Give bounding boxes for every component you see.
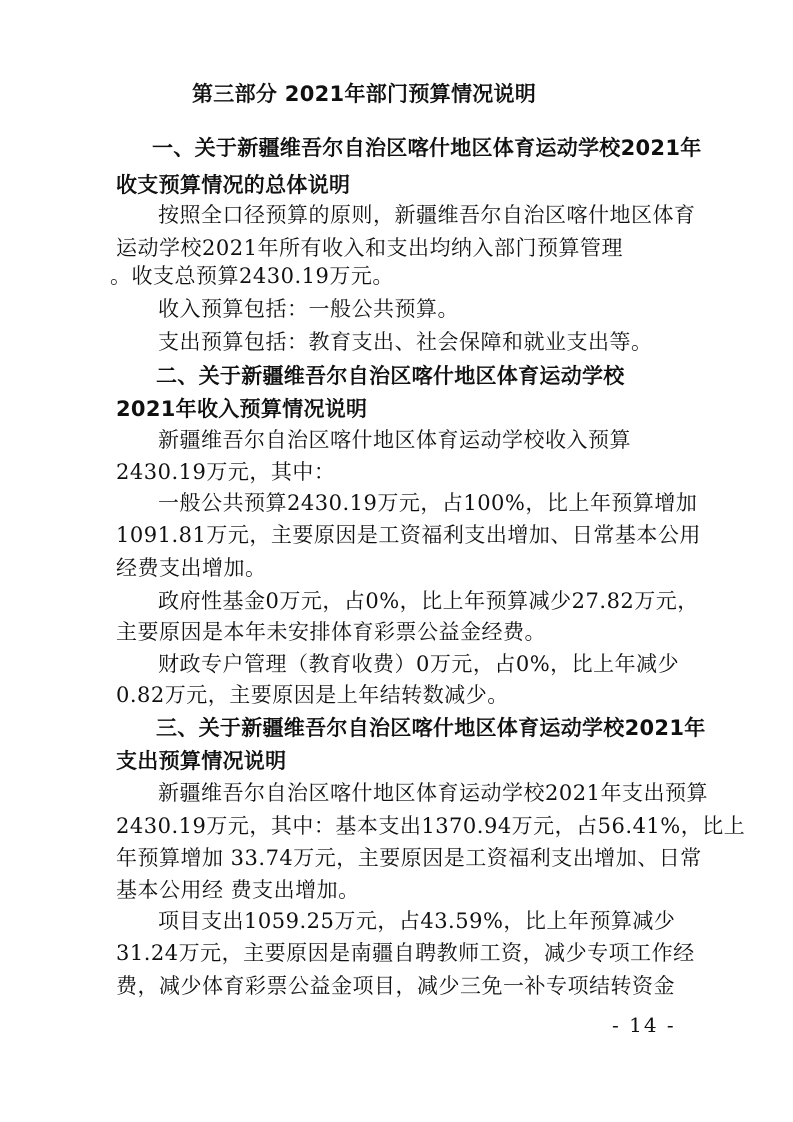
section-heading-3-cont: 支出预算情况说明 <box>116 749 287 773</box>
paragraph-line: 主要原因是本年未安排体育彩票公益金经费。 <box>116 620 546 644</box>
paragraph-line: 项目支出1059.25万元，占43.59%，比上年预算减少 <box>158 909 676 933</box>
paragraph-line: 。收支总预算2430.19万元。 <box>110 264 394 288</box>
section-heading-2: 二、关于新疆维吾尔自治区喀什地区体育运动学校 <box>156 364 625 388</box>
paragraph-line: 2430.19万元，其中：基本支出1370.94万元，占56.41%，比上 <box>116 814 746 838</box>
paragraph-line: 基本公用经 费支出增加。 <box>116 878 360 902</box>
paragraph-line: 财政专户管理（教育收费）0万元，占0%，比上年减少 <box>158 652 680 676</box>
page-number: - 14 - <box>612 1013 676 1037</box>
paragraph-line: 年预算增加 33.74万元，主要原因是工资福利支出增加、日常 <box>116 846 702 870</box>
section-heading-1: 一、关于新疆维吾尔自治区喀什地区体育运动学校2021年 <box>152 136 702 160</box>
paragraph-line: 经费支出增加。 <box>116 556 267 580</box>
paragraph-line: 支出预算包括：教育支出、社会保障和就业支出等。 <box>158 330 653 354</box>
paragraph-line: 0.82万元，主要原因是上年结转数减少。 <box>116 683 509 707</box>
paragraph-line: 费，减少体育彩票公益金项目，减少三免一补专项结转资金 <box>116 974 675 998</box>
paragraph-line: 政府性基金0万元，占0%，比上年预算减少27.82万元， <box>158 589 699 613</box>
section-heading-3: 三、关于新疆维吾尔自治区喀什地区体育运动学校2021年 <box>156 716 706 740</box>
paragraph-line: 新疆维吾尔自治区喀什地区体育运动学校收入预算 <box>158 428 631 452</box>
paragraph-line: 新疆维吾尔自治区喀什地区体育运动学校2021年支出预算 <box>158 781 708 805</box>
paragraph-line: 1091.81万元，主要原因是工资福利支出增加、日常基本公用 <box>116 523 701 547</box>
paragraph-line: 运动学校2021年所有收入和支出均纳入部门预算管理 <box>116 236 623 260</box>
page-title: 第三部分 2021年部门预算情况说明 <box>192 82 537 106</box>
section-heading-2-cont: 2021年收入预算情况说明 <box>116 397 368 421</box>
paragraph-line: 31.24万元，主要原因是南疆自聘教师工资，减少专项工作经 <box>116 941 695 965</box>
paragraph-line: 收入预算包括：一般公共预算。 <box>158 297 459 321</box>
paragraph-line: 2430.19万元，其中： <box>116 460 336 484</box>
section-heading-1-cont: 收支预算情况的总体说明 <box>116 173 351 197</box>
paragraph-line: 按照全口径预算的原则，新疆维吾尔自治区喀什地区体育 <box>158 203 696 227</box>
paragraph-line: 一般公共预算2430.19万元，占100%，比上年预算增加 <box>158 491 698 515</box>
